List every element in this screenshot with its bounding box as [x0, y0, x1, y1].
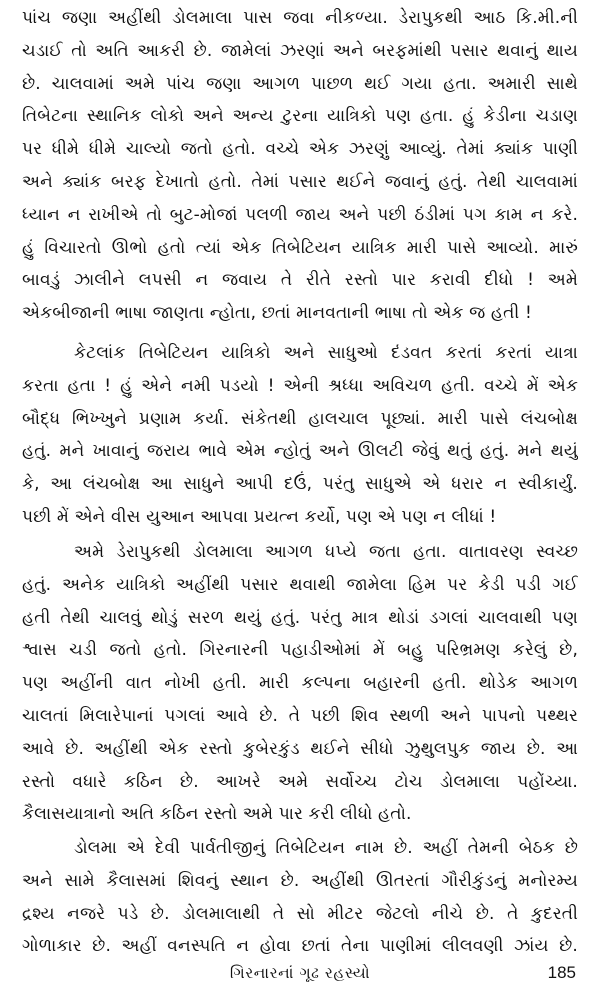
- book-title: ગિરનારનાં ગૂઢ રહસ્યો: [229, 964, 371, 982]
- text-line: અમે ડેરાપુકથી ડોલમાલા આગળ ધપ્યે જતા હતા. વાતાવરણ સ્વચ્છ: [74, 542, 578, 562]
- text-line: ધ્યાન ન રાખીએ તો બુટ-મોજાં પલળી જાય અને પછી ઠંડીમાં પગ કામ ન કરે.: [22, 204, 578, 225]
- text-line: એકબીજાની ભાષા જાણતા ન્હોતા, છતાં માનવતાની ભાષા તો એક જ હતી !: [22, 303, 532, 324]
- text-line: આવે છે. અહીંથી એક રસ્તો કુબેરકુંડ થઈને સીધો ઝુથુલપુક જાય છે. આ: [22, 738, 578, 759]
- text-line: ડોલમા એ દેવી પાર્વતીજીનું તિબેટિયન નામ છે. અહીં તેમની બેઠક છે: [74, 838, 578, 858]
- text-line: પણ અહીંની વાત નોખી હતી. મારી કલ્પના બહારની હતી. થોડેક આગળ: [22, 673, 578, 694]
- text-line: હું વિચારતો ઊભો હતો ત્યાં એક તિબેટિયન યાત્રિક મારી પાસે આવ્યો. મારું: [22, 237, 578, 258]
- text-line: પછી મેં એને વીસ યુઆન આપવા પ્રયત્ન કર્યો, પણ એ પણ ન લીધાં !: [22, 506, 497, 527]
- paragraph-3: [22, 536, 578, 831]
- text-line: ચાલતાં મિલારેપાનાં પગલાં આવે છે. તે પછી શિવ સ્થળી અને પાપનો પથ્થર: [22, 705, 578, 726]
- text-line: છે. ચાલવામાં અમે પાંચ જણા આગળ પાછળ થઈ ગયા હતા. અમારી સાથે: [22, 73, 578, 94]
- text-line: કે, આ લંચબોક્ષ આ સાધુને આપી દઉં, પરંતુ સાધુએ એ ધરાર ન સ્વીકાર્યું.: [22, 474, 578, 495]
- paragraph-1: [22, 2, 578, 330]
- text-line: અને સામે કૈલાસમાં શિવનું સ્થાન છે. અહીંથી ઊતરતાં ગૌરીકુંડનું મનોરમ્ય: [22, 870, 578, 891]
- text-line: કરતા હતા ! હું એને નમી પડયો ! એની શ્રધ્ધા અવિચળ હતી. વચ્ચે મેં એક: [22, 375, 578, 396]
- text-line: અને ક્યાંક બરફ દેખાતો હતો. તેમાં પસાર થઈને જવાનું હતું. તેથી ચાલવામાં: [22, 171, 578, 192]
- text-line: શ્વાસ ચડી જતો હતો. ગિરનારની પહાડીઓમાં મેં બહુ પરિભ્રમણ કરેલું છે,: [22, 640, 578, 661]
- text-line: દ્રશ્ય નજરે પડે છે. ડોલમાલાથી તે સો મીટર જેટલો નીચે છે. તે કુદરતી: [22, 903, 578, 924]
- text-line: પાંચ જણા અહીંથી ડોલમાલા પાસ જવા નીકળ્યા. ડેરાપુકથી આઠ કિ.મી.ની: [22, 8, 578, 28]
- text-line: હતું. અનેક યાત્રિકો અહીંથી પસાર થવાથી જામેલા હિમ પર કેડી પડી ગઈ: [22, 574, 578, 595]
- text-line: કેટલાંક તિબેટિયન યાત્રિકો અને સાધુઓ દંડવત કરતાં કરતાં યાત્રા: [74, 343, 578, 363]
- text-line: પર ધીમે ધીમે ચાલ્યો જતો હતો. વચ્ચે એક ઝરણું આવ્યું. તેમાં ક્યાંક પાણી: [22, 139, 578, 160]
- text-line: કૈલાસયાત્રાનો અતિ કઠિન રસ્તો અમે પાર કરી લીધો હતો.: [22, 804, 412, 825]
- text-line: તિબેટના સ્થાનિક લોકો અને અન્ય ટુરના યાત્રિકો પણ હતા. હું કેડીના ચડાણ: [22, 106, 578, 127]
- page-number: 185: [547, 963, 576, 982]
- page-footer: [0, 958, 600, 988]
- text-line: હતી તેથી ચાલવું થોડું સરળ થયું હતું. પરંતુ માત્ર થોડાં ડગલાં ચાલવાથી પણ: [22, 607, 578, 628]
- text-line: બાવડું ઝાલીને લપસી ન જવાય તે રીતે રસ્તો પાર કરાવી દીધો ! અમે: [22, 270, 578, 291]
- text-line: બૌદ્ધ ભિખ્ખુને પ્રણામ કર્યા. સંકેતથી હાલચાલ પૂછ્યાં. મારી પાસે લંચબોક્ષ: [22, 408, 578, 429]
- text-line: ગોળાકાર છે. અહીં વનસ્પતિ ન હોવા છતાં તેના પાણીમાં લીલવણી ઝાંય છે.: [22, 936, 578, 957]
- paragraph-2: [22, 337, 578, 534]
- text-line: ચડાઈ તો અતિ આકરી છે. જામેલાં ઝરણાં અને બરફમાંથી પસાર થવાનું થાય: [22, 40, 578, 61]
- text-line: રસ્તો વધારે કઠિન છે. આખરે અમે સર્વોચ્ચ ટોચ ડોલમાલા પહોંચ્યા.: [22, 771, 578, 792]
- text-line: હતું. મને ખાવાનું જરાય ભાવે એમ ન્હોતું અને ઊલટી જેવું થતું હતું. મને થયું: [22, 441, 578, 462]
- paragraph-4: [22, 832, 578, 963]
